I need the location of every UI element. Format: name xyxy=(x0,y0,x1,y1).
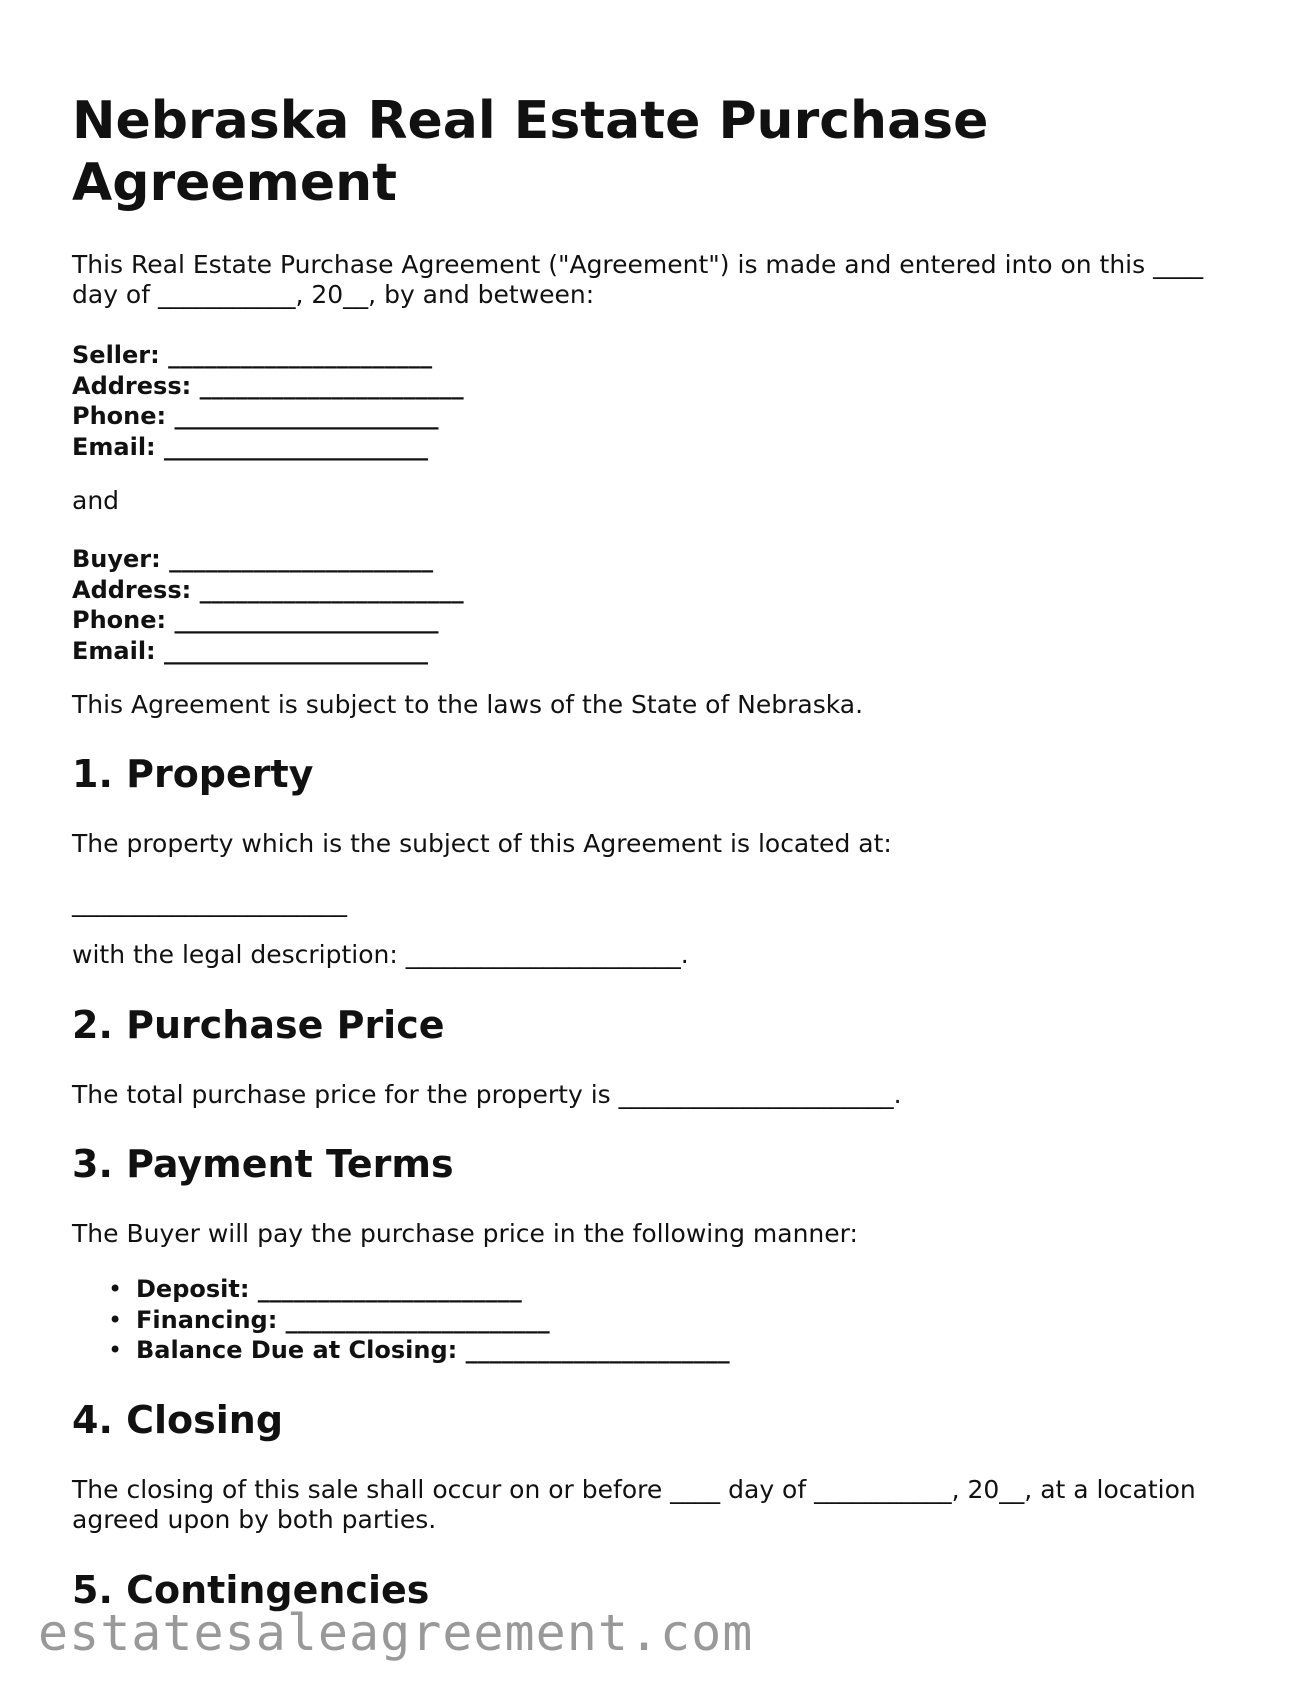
section-property-heading: 1. Property xyxy=(72,752,314,796)
document-title: Nebraska Real Estate Purchase Agreement xyxy=(72,91,989,213)
payment-text: The Buyer will pay the purchase price in the following manner: xyxy=(72,1219,858,1248)
seller-address-field: Address: ______________________ xyxy=(72,371,464,400)
closing-text: The closing of this sale shall occur on or before ____ day of ___________, 20__, at a location agreed upon by both parties. xyxy=(72,1475,1196,1534)
intro-paragraph: This Real Estate Purchase Agreement ("Agreement") is made and entered into on this ____ day of ___________, 20__, by and between: xyxy=(72,250,1204,309)
seller-name-field: Seller: ______________________ xyxy=(72,341,433,369)
buyer-email-field: Email: ______________________ xyxy=(72,636,429,665)
buyer-block xyxy=(72,544,464,666)
price-text: The total purchase price for the property is ______________________. xyxy=(72,1080,902,1109)
payment-deposit-item: • Deposit: ______________________ xyxy=(72,1274,730,1305)
seller-email-field: Email: ______________________ xyxy=(72,432,429,461)
buyer-address-field: Address: ______________________ xyxy=(72,575,464,604)
and-text: and xyxy=(72,486,120,515)
payment-balance-item: • Balance Due at Closing: ______________________ xyxy=(72,1335,730,1366)
buyer-phone-field: Phone: ______________________ xyxy=(72,606,439,634)
seller-phone-field: Phone: ______________________ xyxy=(72,402,439,430)
buyer-name-field: Buyer: ______________________ xyxy=(72,545,434,573)
payment-list xyxy=(72,1274,730,1366)
section-payment-heading: 3. Payment Terms xyxy=(72,1142,454,1186)
section-closing-heading: 4. Closing xyxy=(72,1398,284,1442)
property-address-blank: ______________________ xyxy=(72,888,347,917)
payment-financing-item: • Financing: ______________________ xyxy=(72,1305,730,1336)
legal-description-text: with the legal description: ______________________. xyxy=(72,940,689,969)
section-price-heading: 2. Purchase Price xyxy=(72,1003,445,1047)
site-watermark: estatesaleagreement.com xyxy=(38,1604,754,1662)
section-contingencies-heading: 5. Contingencies xyxy=(72,1568,430,1612)
property-text: The property which is the subject of this Agreement is located at: xyxy=(72,829,892,858)
seller-block xyxy=(72,340,464,462)
laws-paragraph: This Agreement is subject to the laws of the State of Nebraska. xyxy=(72,690,864,719)
